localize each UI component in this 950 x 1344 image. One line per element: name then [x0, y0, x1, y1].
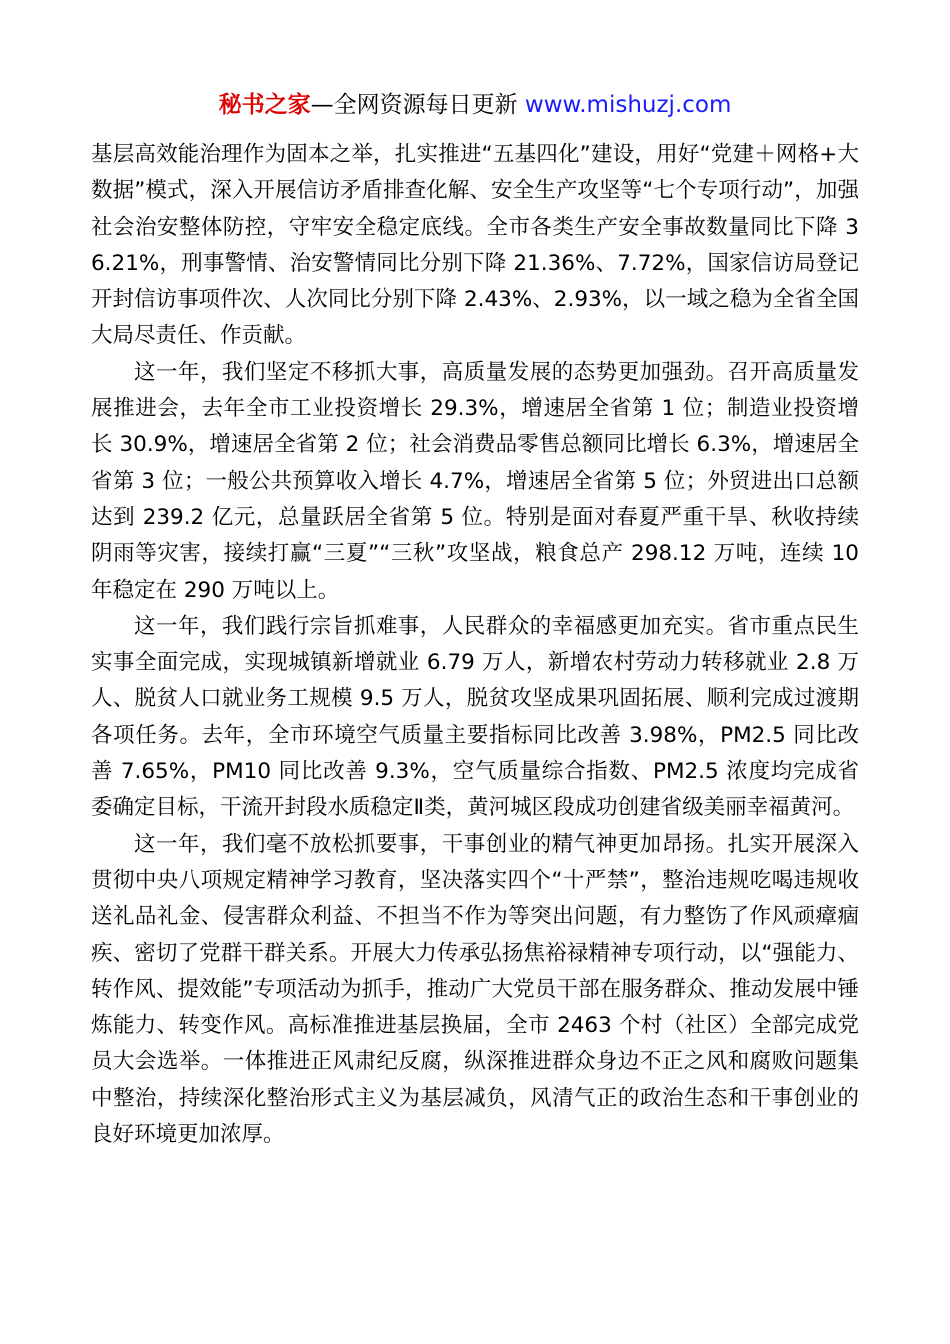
- site-url-link[interactable]: www.mishuzj.com: [524, 92, 732, 118]
- site-tagline: —全网资源每日更新: [310, 92, 525, 118]
- document-body: [91, 137, 859, 1153]
- site-brand: 秘书之家: [218, 92, 311, 118]
- paragraph-4: 这一年，我们毫不放松抓要事，干事创业的精气神更加昂扬。扎实开展深入贯彻中央八项规定精神学习教育，坚决落实四个“十严禁”，整治违规吃喝违规收送礼品礼金、侵害群众利益、不担当不作为等突出问题，有力整饬了作风顽瘴痼疾、密切了党群干群关系。开展大力传承弘扬焦裕禄精神专项行动，以“强能力、转作风、提效能”专项活动为抓手，推动广大党员干部在服务群众、推动发展中锤炼能力、转变作风。高标准推进基层换届，全市 2463 个村（社区）全部完成党员大会选举。一体推进正风肃纪反腐，纵深推进群众身边不正之风和腐败问题集中整治，持续深化整治形式主义为基层减负，风清气正的政治生态和干事创业的良好环境更加浓厚。: [91, 831, 859, 1148]
- paragraph-1: 基层高效能治理作为固本之举，扎实推进“五基四化”建设，用好“党建＋网格+大数据”模式，深入开展信访矛盾排查化解、安全生产攻坚等“七个专项行动”，加强社会治安整体防控，守牢安全稳定底线。全市各类生产安全事故数量同比下降 36.21%，刑事警情、治安警情同比分别下降 21.36%、7.72%，国家信访局登记开封信访事项件次、人次同比分别下降 2.43%、2.93%，以一域之稳为全省全国大局尽责任、作贡献。: [91, 142, 859, 349]
- paragraph-2: 这一年，我们坚定不移抓大事，高质量发展的态势更加强劲。召开高质量发展推进会，去年全市工业投资增长 29.3%，增速居全省第 1 位；制造业投资增长 30.9%，增速居全省第 2 位；社会消费品零售总额同比增长 6.3%，增速居全省第 3 位；一般公共预算收入增长 4.7%，增速居全省第 5 位；外贸进出口总额达到 239.2 亿元，总量跃居全省第 5 位。特别是面对春夏严重干旱、秋收持续阴雨等灾害，接续打赢“三夏”“三秋”攻坚战，粮食总产 298.12 万吨，连续 10 年稳定在 290 万吨以上。: [91, 359, 859, 603]
- site-header: [0, 88, 950, 122]
- paragraph-3: 这一年，我们践行宗旨抓难事，人民群众的幸福感更加充实。省市重点民生实事全面完成，实现城镇新增就业 6.79 万人，新增农村劳动力转移就业 2.8 万人、脱贫人口就业务工规模 9.5 万人，脱贫攻坚成果巩固拓展、顺利完成过渡期各项任务。去年，全市环境空气质量主要指标同比改善 3.98%，PM2.5 同比改善 7.65%，PM10 同比改善 9.3%，空气质量综合指数、PM2.5 浓度均完成省委确定目标，干流开封段水质稳定Ⅱ类，黄河城区段成功创建省级美丽幸福黄河。: [91, 613, 859, 821]
